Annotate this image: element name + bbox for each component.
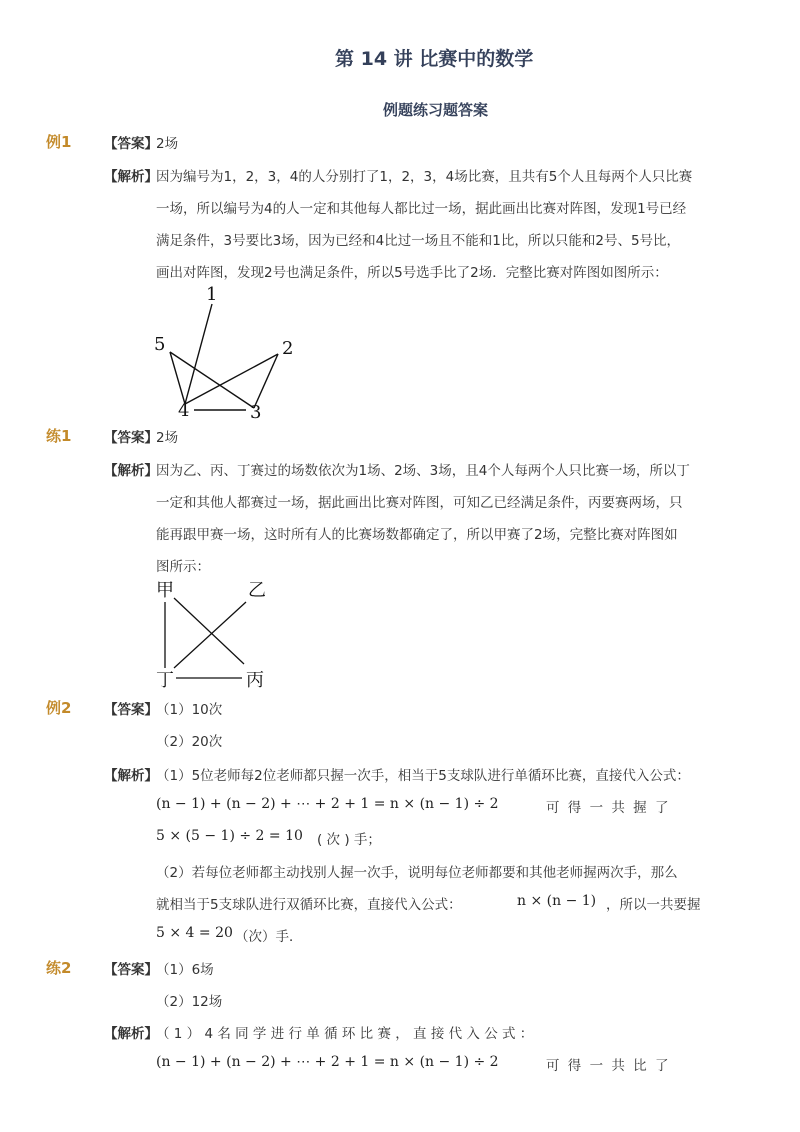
node-label-3: 3 <box>250 402 262 423</box>
analysis-line: 能再跟甲赛一场，这时所有人的比赛场数都确定了，所以甲赛了2场，完整比赛对阵图如 <box>156 527 678 543</box>
answer-value: （2）12场 <box>156 994 223 1010</box>
node-label-4: 4 <box>178 400 190 421</box>
analysis-line: 就相当于5支球队进行双循环比赛，直接代入公式： <box>156 897 462 913</box>
answer-label: 【答案】 <box>104 430 158 446</box>
node-label-5: 5 <box>154 334 166 355</box>
analysis-label: 【解析】 <box>104 169 158 185</box>
analysis-line: 图所示： <box>156 559 210 575</box>
analysis-line: 画出对阵图，发现2号也满足条件，所以5号选手比了2场．完整比赛对阵图如图所示： <box>156 265 668 281</box>
answer-value: （1）6场 <box>156 962 214 978</box>
edge-yi-ding <box>174 602 246 668</box>
node-label-yi: 乙 <box>248 580 266 601</box>
analysis-line: 可 得 一 共 握 了 <box>546 800 669 816</box>
analysis-line: （2）若每位老师都主动找别人握一次手，说明每位老师都要和其他老师握两次手，那么 <box>156 865 678 881</box>
edge-jia-bing <box>174 598 244 664</box>
edge-1-4 <box>185 304 212 404</box>
analysis-line: 可 得 一 共 比 了 <box>546 1058 669 1074</box>
practice-1-tag: 练1 <box>46 427 72 445</box>
analysis-line: ( 次 ) 手； <box>317 832 381 848</box>
analysis-label: 【解析】 <box>104 463 158 479</box>
match-diagram-1 <box>150 282 310 424</box>
formula: n × (n − 1) <box>517 893 597 909</box>
edge-2-3 <box>254 354 278 408</box>
analysis-label: 【解析】 <box>104 768 158 784</box>
page-title: 第 14 讲 比赛中的数学 <box>335 48 534 70</box>
practice-2-tag: 练2 <box>46 959 72 977</box>
answer-value: 2场 <box>156 430 179 446</box>
example-2-tag: 例2 <box>46 699 72 717</box>
analysis-line: 一场，所以编号为4的人一定和其他每人都比过一场，据此画出比赛对阵图，发现1号已经 <box>156 201 687 217</box>
analysis-label: 【解析】 <box>104 1026 158 1042</box>
analysis-line: 因为编号为1，2，3，4的人分别打了1，2，3，4场比赛，且共有5个人且每两个人只比赛 <box>156 169 693 185</box>
analysis-line: （次）手． <box>235 929 303 945</box>
example-1-tag: 例1 <box>46 133 72 151</box>
formula: (n − 1) + (n − 2) + ⋯ + 2 + 1 = n × (n − 1) ÷ 2 <box>156 1054 499 1070</box>
answer-label: 【答案】 <box>104 702 158 718</box>
analysis-line: 因为乙、丙、丁赛过的场数依次为1场、2场、3场，且4个人每两个人只比赛一场，所以丁 <box>156 463 690 479</box>
edge-2-4 <box>185 354 278 404</box>
page-subtitle: 例题练习题答案 <box>383 101 489 119</box>
analysis-line: （ 1 ） 4 名 同 学 进 行 单 循 环 比 赛 ， 直 接 代 入 公 式 ： <box>156 1026 534 1042</box>
node-label-2: 2 <box>282 338 294 359</box>
analysis-line: 满足条件，3号要比3场，因为已经和4比过一场且不能和1比，所以只能和2号、5号比， <box>156 233 681 249</box>
formula: (n − 1) + (n − 2) + ⋯ + 2 + 1 = n × (n − 1) ÷ 2 <box>156 796 499 812</box>
formula: 5 × (5 − 1) ÷ 2 = 10 <box>156 828 303 844</box>
node-label-ding: 丁 <box>156 670 174 690</box>
match-diagram-2 <box>150 574 280 690</box>
analysis-line: ，所以一共要握 <box>606 897 701 913</box>
answer-label: 【答案】 <box>104 136 158 152</box>
node-label-jia: 甲 <box>156 580 174 601</box>
answer-value: （1）10次 <box>156 702 223 718</box>
analysis-line: 一定和其他人都赛过一场，据此画出比赛对阵图，可知乙已经满足条件，丙要赛两场，只 <box>156 495 683 511</box>
analysis-line: （1）5位老师每2位老师都只握一次手，相当于5支球队进行单循环比赛，直接代入公式： <box>156 768 690 784</box>
answer-label: 【答案】 <box>104 962 158 978</box>
answer-value: 2场 <box>156 136 179 152</box>
answer-value: （2）20次 <box>156 734 223 750</box>
node-label-bing: 丙 <box>246 670 264 690</box>
formula: 5 × 4 = 20 <box>156 925 233 941</box>
node-label-1: 1 <box>206 284 218 305</box>
